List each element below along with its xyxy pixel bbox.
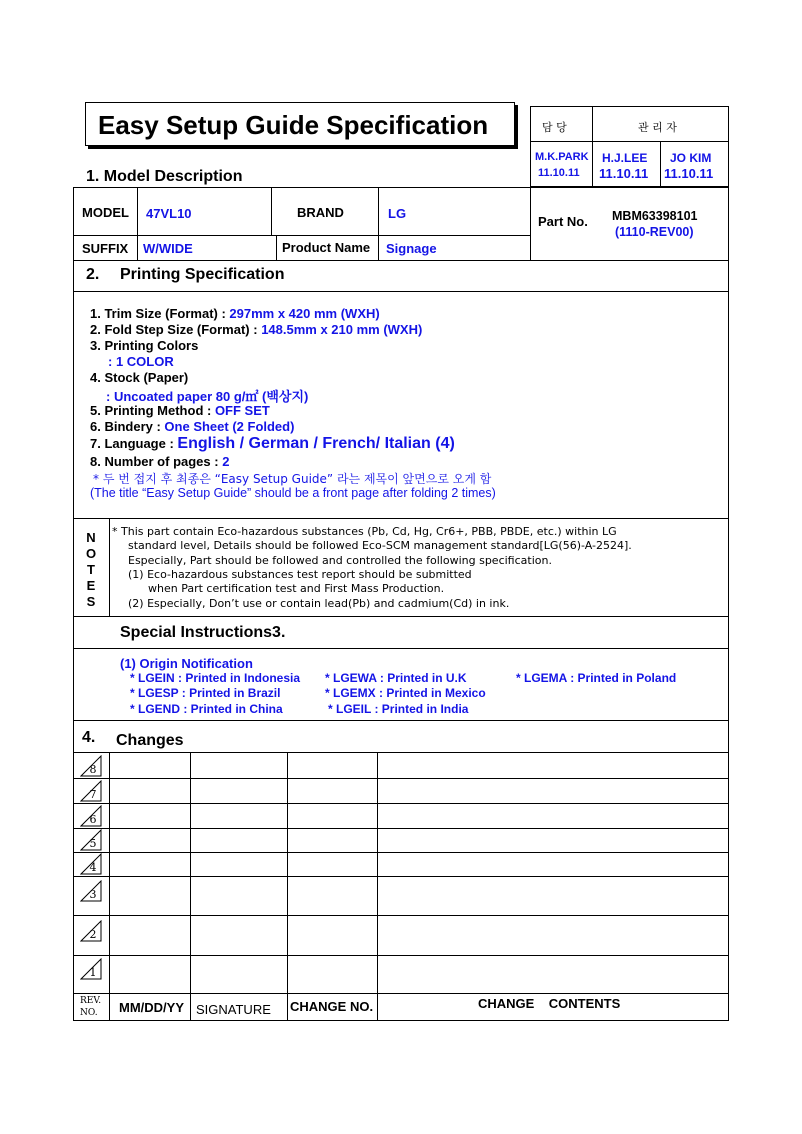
section4-heading: Changes [116,732,184,749]
note-line-6: (2) Especially, Don’t use or contain lead(Pb) and cadmium(Cd) in ink. [128,597,510,610]
origin-lgewa: * LGEWA : Printed in U.K [325,671,467,685]
stock-value: : Uncoated paper 80 g/㎡ (백상지) [106,389,309,404]
section2-number: 2. [86,266,100,283]
revision-3-icon [80,880,102,902]
bindery-line: 6. Bindery : One Sheet (2 Folded) [90,419,295,434]
revision-8-icon [80,755,102,777]
stock-label: 4. Stock (Paper) [90,370,189,385]
svg-text:3: 3 [89,888,97,901]
approval-label-dam: 담 당 [542,121,567,134]
svg-text:5: 5 [89,837,97,850]
svg-text:8: 8 [89,763,97,776]
brand-label: BRAND [297,205,344,220]
part-no-revision: (1110-REV00) [615,225,694,239]
rev-no-label: REV. NO. [80,996,102,1018]
fold-size-line: 2. Fold Step Size (Format) : 148.5mm x 210 mm (WXH) [90,322,423,337]
revision-1-icon [80,958,102,980]
approver-date-2: 11.10.11 [599,166,649,181]
revision-2-icon [80,920,102,942]
origin-lgeil: * LGEIL : Printed in India [328,702,469,716]
section1-heading: 1. Model Description [86,168,243,185]
approver-date-3: 11.10.11 [664,166,714,181]
revision-7-icon [80,780,102,802]
origin-lgema: * LGEMA : Printed in Poland [516,671,677,685]
printing-colors-value: : 1 COLOR [108,354,174,369]
note-line-4: (1) Eco-hazardous substances test report should be submitted [128,568,472,581]
origin-title: (1) Origin Notification [120,656,253,671]
revision-4-icon [80,853,102,875]
page-title: Easy Setup Guide Specification [98,110,489,140]
notes-side-label: N O T E S [86,530,97,609]
svg-text:7: 7 [89,788,97,801]
approval-label-manager: 관 리 자 [638,121,677,134]
svg-text:4: 4 [89,861,97,874]
note-line-3: Especially, Part should be followed and controlled the following specification. [128,554,552,567]
suffix-value: W/WIDE [143,241,193,256]
svg-text:6: 6 [89,813,97,826]
trim-size-line: 1. Trim Size (Format) : 297mm x 420 mm (WXH) [90,306,380,321]
origin-lgemx: * LGEMX : Printed in Mexico [325,686,486,700]
title-box [85,102,515,146]
note-line-5: when Part certification test and First Mass Production. [148,582,445,595]
note-line-2: standard level, Details should be followed Eco-SCM management standard[LG(56)-A-2524]. [128,539,632,552]
section3-heading: Special Instructions3. [120,624,286,641]
language-line: 7. Language : English / German / French/ Italian (4) [90,435,455,452]
part-no-value: MBM63398101 [612,209,698,223]
approver-name-3: JO KIM [670,151,712,165]
brand-value: LG [388,206,407,221]
model-value: 47VL10 [146,206,192,221]
approver-name-2: H.J.LEE [602,151,648,165]
product-name-label: Product Name [282,240,371,255]
date-column-label: MM/DD/YY [119,1000,184,1015]
approver-name-1: M.K.PARK [535,151,589,163]
section2-heading: Printing Specification [120,266,285,283]
korean-note: * 두 번 접지 후 최종은 “Easy Setup Guide” 라는 제목이 앞면으로 오게 함 [93,472,492,486]
origin-lgend: * LGEND : Printed in China [130,702,283,716]
revision-6-icon [80,805,102,827]
change-no-column-label: CHANGE NO. [290,999,374,1014]
model-label: MODEL [82,205,129,220]
signature-column-label: SIGNATURE [196,1002,271,1017]
suffix-label: SUFFIX [82,241,129,256]
svg-text:1: 1 [89,966,97,979]
origin-lgein: * LGEIN : Printed in Indonesia [130,671,301,685]
section4-number: 4. [82,729,96,746]
change-contents-column-label: CHANGE CONTENTS [478,996,621,1011]
product-name-value: Signage [386,241,437,256]
part-no-label: Part No. [538,214,588,229]
origin-lgesp: * LGESP : Printed in Brazil [130,686,281,700]
pages-line: 8. Number of pages : 2 [90,454,230,469]
svg-text:2: 2 [89,928,97,941]
revision-5-icon [80,829,102,851]
approver-date-1: 11.10.11 [538,167,580,179]
note-line-1: * This part contain Eco-hazardous substances (Pb, Cd, Hg, Cr6+, PBB, PBDE, etc.) within LG [112,525,617,538]
printing-colors-label: 3. Printing Colors [90,338,199,353]
english-note: (The title “Easy Setup Guide” should be a front page after folding 2 times) [90,486,496,500]
printing-method-line: 5. Printing Method : OFF SET [90,403,270,418]
